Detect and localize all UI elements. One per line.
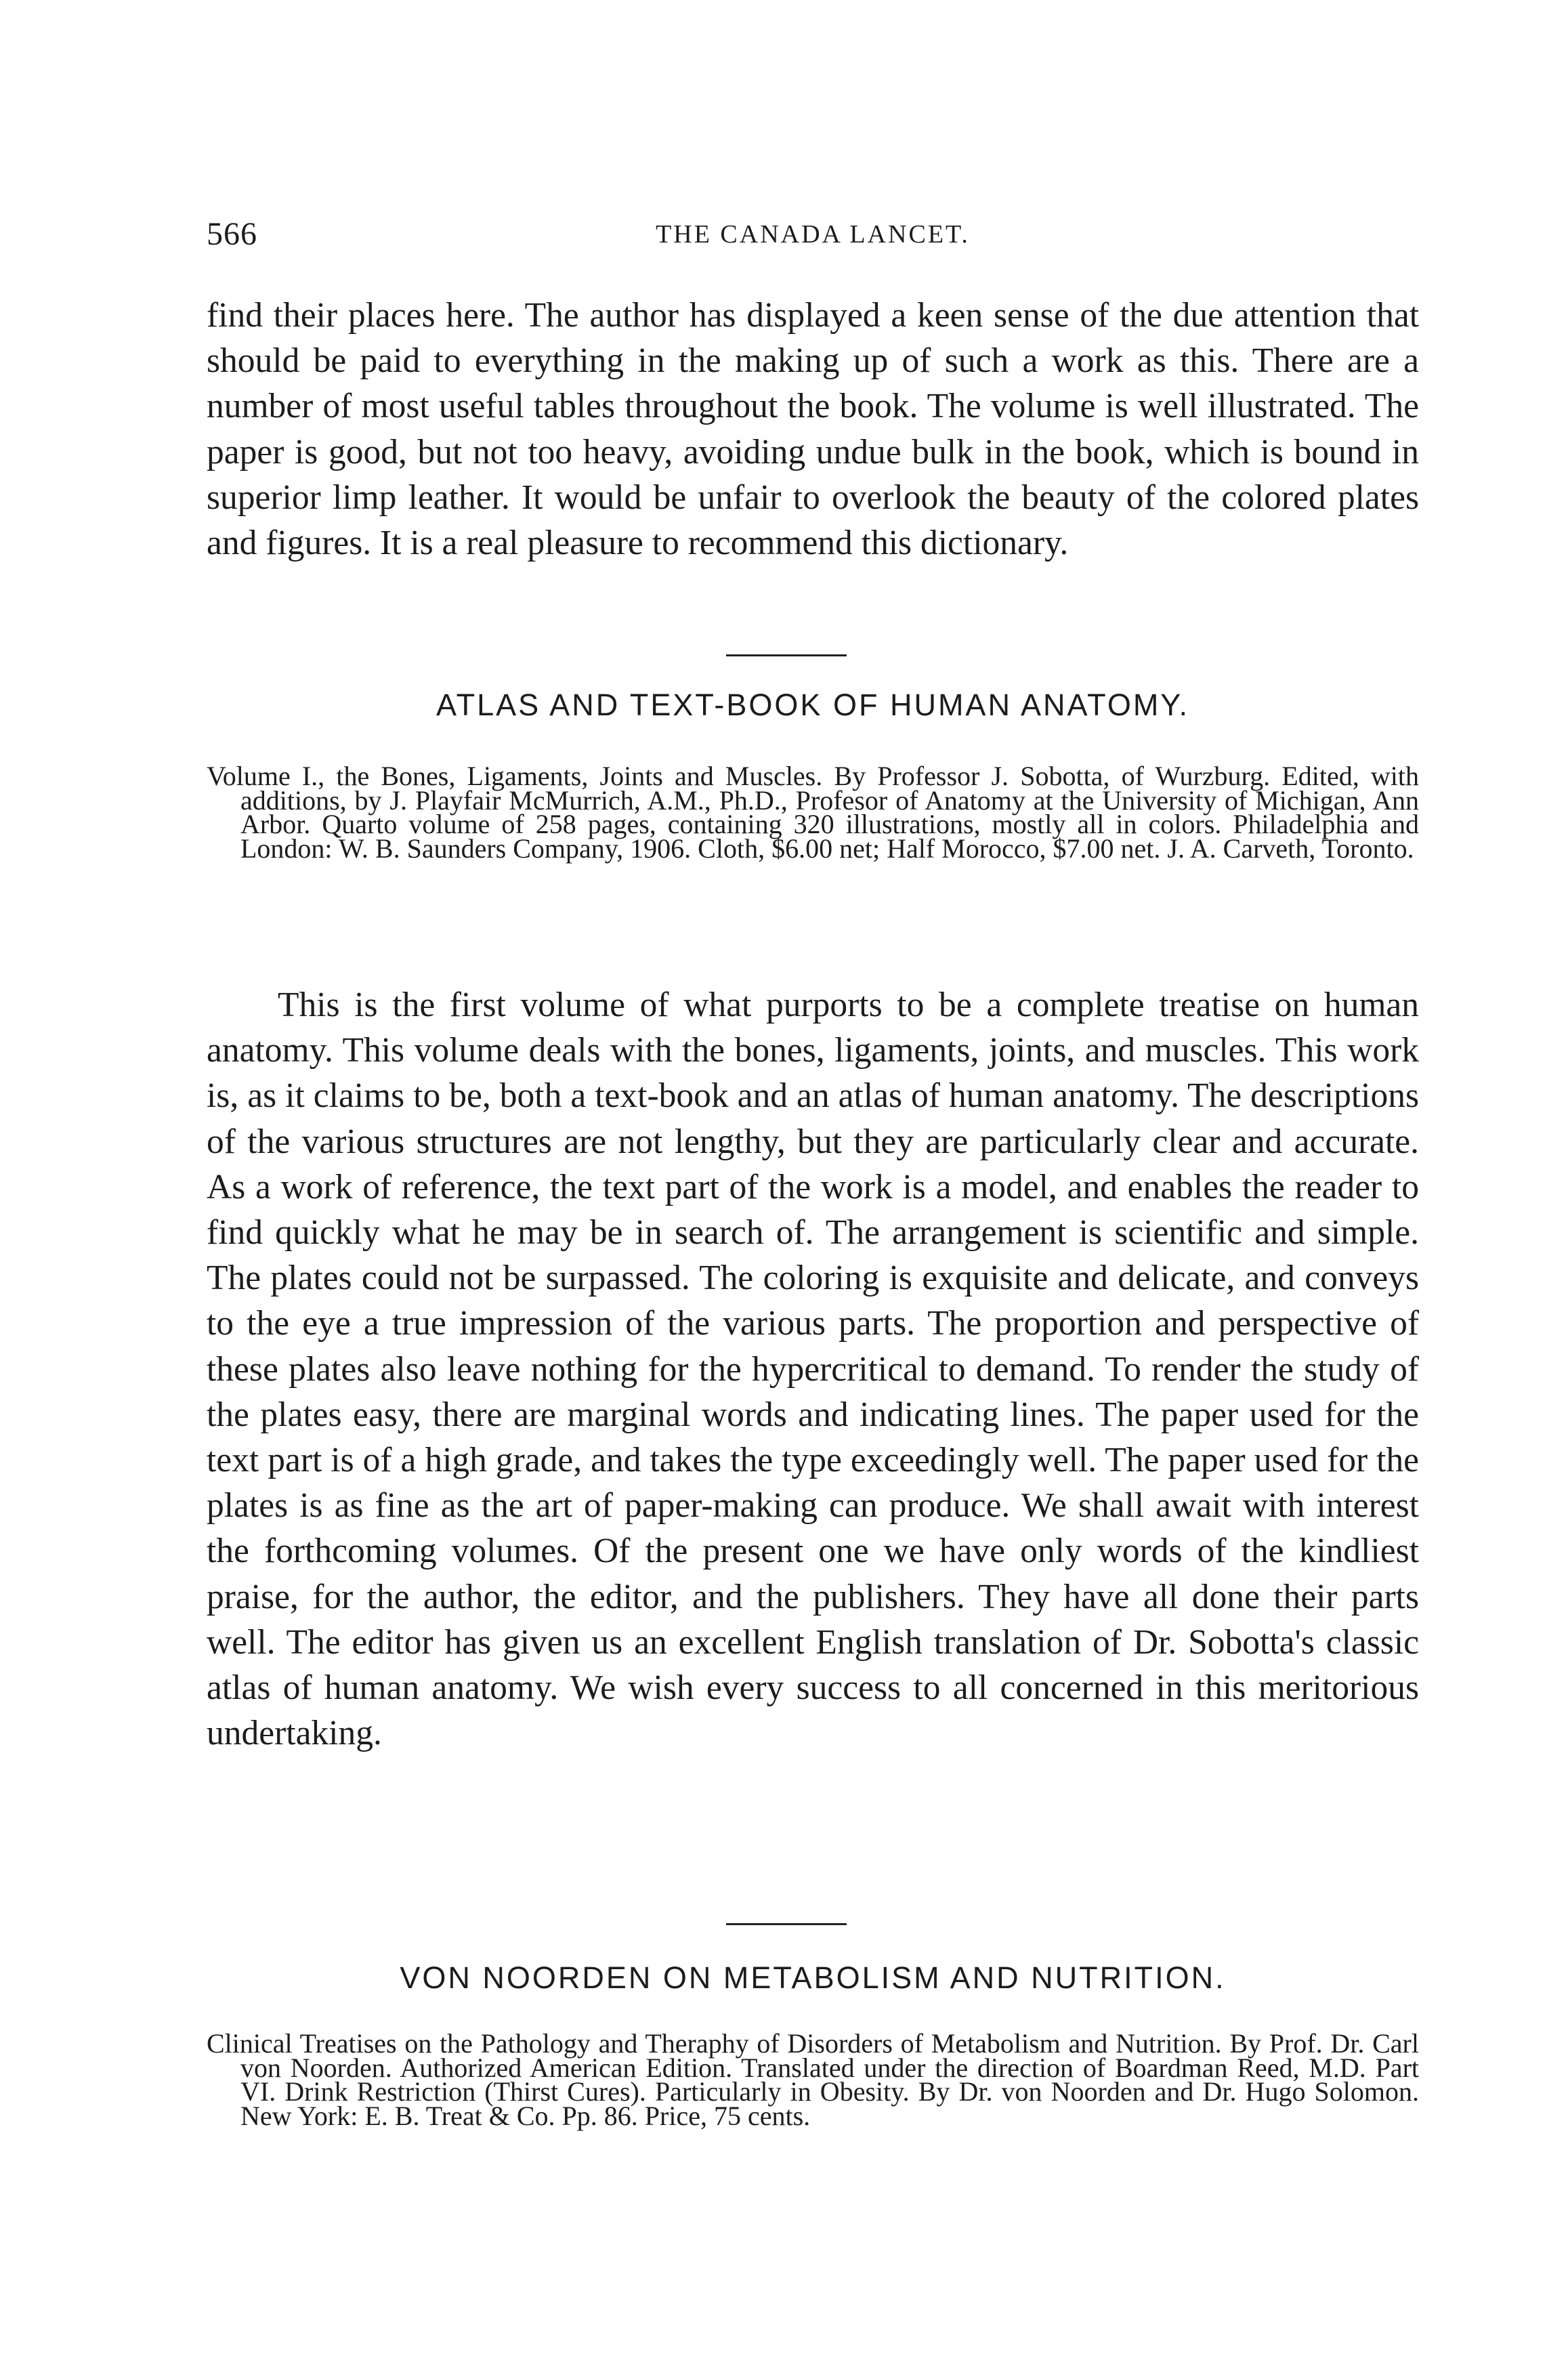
section-divider xyxy=(726,1923,847,1925)
section-divider xyxy=(726,654,847,656)
page-header xyxy=(207,215,1419,256)
continuation-paragraph: find their places here. The author has displayed a keen sense of the due attention that should be paid to everything in the making up of such a work as this. There are a number of most useful tables throughout the book. The volume is well illustrated. The paper is good, but not too heavy, avoiding undue bulk in the book, which is bound in superior limp leather. It would be unfair to overlook the beauty of the colored plates and figures. It is a real pleasure to recommend this dictionary. xyxy=(207,296,1419,563)
running-head: THE CANADA LANCET. xyxy=(656,220,970,249)
section-heading-von-noorden: VON NOORDEN ON METABOLISM AND NUTRITION. xyxy=(400,1960,1226,1995)
review-paragraph-atlas: This is the first volume of what purports to be a complete treatise on human anatomy. This volume deals with the bones, ligaments, joints, and muscles. This work is, as it claims to be, both a text-book and an atlas of human anatomy. The descriptions of the various structures are not lengthy, but they are particularly clear and accurate. As a work of reference, the text part of the work is a model, and enables the reader to find quickly what he may be in search of. The arrangement is scientific and simple. The plates could not be surpassed. The coloring is exquisite and delicate, and conveys to the eye a true impression of the various parts. The proportion and perspective of these plates also leave nothing for the hypercritical to demand. To render the study of the plates easy, there are marginal words and indicating lines. The paper used for the text part is of a high grade, and takes the type exceedingly well. The paper used for the plates is as fine as the art of paper-making can produce. We shall await with interest the forthcoming volumes. Of the present one we have only words of the kindliest praise, for the author, the editor, and the publishers. They have all done their parts well. The editor has given us an excellent English translation of Dr. Sobotta's classic atlas of human anatomy. We wish every success to all concerned in this meritorious undertaking. xyxy=(207,986,1419,1753)
book-citation-atlas: Volume I., the Bones, Ligaments, Joints and Muscles. By Professor J. Sobotta, of Wurzburg. Edited, with additions, by J. Playfair McMurrich, A.M., Ph.D., Profesor of Anatomy at the University of Michigan, Ann Arbor. Quarto volume of 258 pages, containing 320 illustrations, mostly all in colors. Philadelphia and London: W. B. Saunders Company, 1906. Cloth, $6.00 net; Half Morocco, $7.00 net. J. A. Carveth, Toronto. xyxy=(207,761,1419,864)
page-number: 566 xyxy=(207,216,257,252)
section-heading-atlas: ATLAS AND TEXT-BOOK OF HUMAN ANATOMY. xyxy=(436,688,1190,722)
book-citation-von-noorden: Clinical Treatises on the Pathology and Theraphy of Disorders of Metabolism and Nutrition. By Prof. Dr. Carl von Noorden. Authorized American Edition. Translated under the direction of Boardman Reed, M.D. Part VI. Drink Restriction (Thirst Cures). Particularly in Obesity. By Dr. von Noorden and Dr. Hugo Solomon. New York: E. B. Treat & Co. Pp. 86. Price, 75 cents. xyxy=(207,2028,1419,2131)
